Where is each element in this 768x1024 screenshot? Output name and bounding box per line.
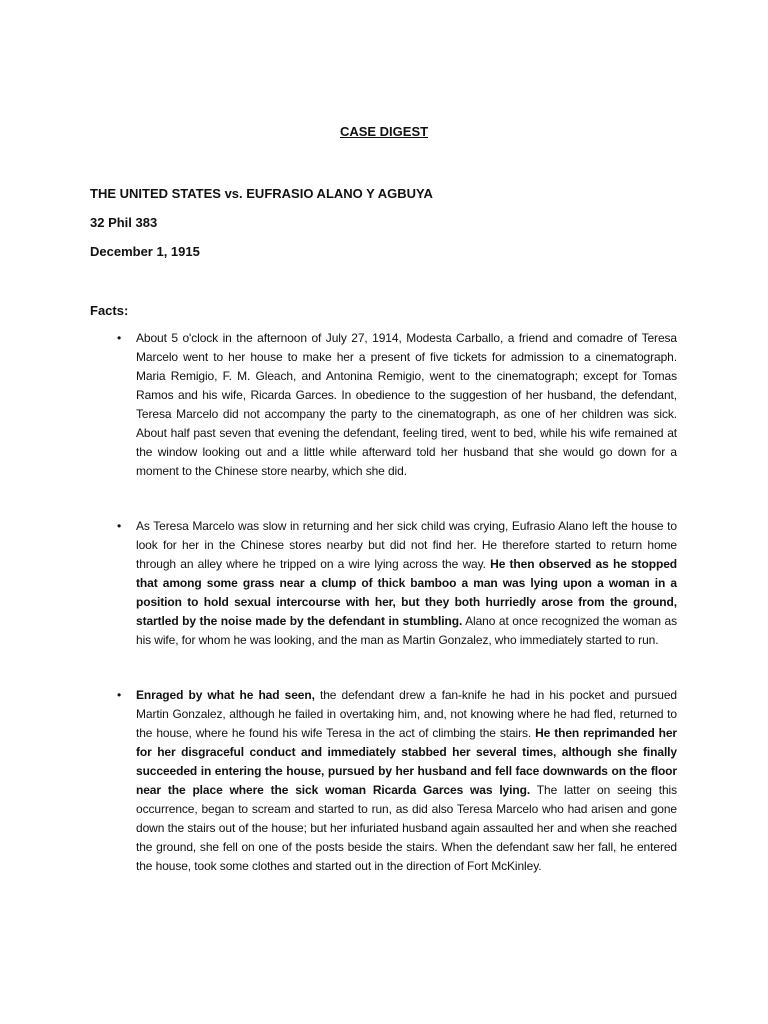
bullet-icon: • <box>117 688 122 702</box>
fact-item <box>117 517 677 650</box>
fact-paragraph <box>136 329 677 481</box>
fact-bold-text: He then reprimanded her for her disgraceful conduct and immediately stabbed her several times, although she finally succeeded in entering the house, pursued by her husband and fell face downwards on the floor near the place where the sick woman Ricarda Garces was lying. <box>136 726 677 797</box>
case-date: December 1, 1915 <box>90 244 200 259</box>
facts-heading: Facts: <box>90 303 129 318</box>
fact-paragraph <box>136 517 677 650</box>
fact-item <box>117 329 677 481</box>
case-name: THE UNITED STATES vs. EUFRASIO ALANO Y AGBUYA <box>90 186 433 201</box>
bullet-icon: • <box>117 519 122 533</box>
fact-text: About 5 o'clock in the afternoon of July 27, 1914, Modesta Carballo, a friend and comadre of Teresa Marcelo went to her house to make her a present of five tickets for admission to a cinematograph. Maria Remigio, F. M. Gleach, and Antonina Remigio, went to the cinematograph; except for Tomas Ramos and his wife, Ricarda Garces. In obedience to the suggestion of her husband, the defendant, Teresa Marcelo did not accompany the party to the cinematograph, as one of her children was sick. About half past seven that evening the defendant, feeling tired, went to bed, while his wife remained at the window looking out and a little while afterward told her husband that she would go down for a moment to the Chinese store nearby, which she did. <box>136 331 677 478</box>
document-title <box>0 123 768 141</box>
fact-text: Alano at once recognized the woman as his wife, for whom he was looking, and the man as Martin Gonzalez, who immediately started to run. <box>136 614 677 647</box>
fact-text: The latter on seeing this occurrence, began to scream and started to run, as did also Teresa Marcelo who had arisen and gone down the stairs out of the house; but her infuriated husband again assaulted her and when she reached the ground, she fell on one of the posts beside the stairs. When the defendant saw her fall, he entered the house, took some clothes and started out in the direction of Fort McKinley. <box>136 783 678 873</box>
fact-item <box>117 686 677 876</box>
fact-text: As Teresa Marcelo was slow in returning and her sick child was crying, Eufrasio Alano left the house to look for her in the Chinese stores nearby but did not find her. He therefore started to return home through an alley where he tripped on a wire lying across the way. <box>136 519 677 571</box>
fact-paragraph <box>136 686 677 876</box>
bullet-icon: • <box>117 331 122 345</box>
title-text: CASE DIGEST <box>339 124 429 139</box>
fact-text: the defendant drew a fan-knife he had in his pocket and pursued Martin Gonzalez, although he failed in overtaking him, and, not knowing where he had fled, returned to the house, where he found his wife Teresa in the act of climbing the stairs. <box>136 688 677 740</box>
fact-bold-text: He then observed as he stopped that among some grass near a clump of thick bamboo a man was lying upon a woman in a position to hold sexual intercourse with her, but they both hurriedly arose from the ground, startled by the noise made by the defendant in stumbling. <box>136 557 677 628</box>
case-citation: 32 Phil 383 <box>90 215 158 230</box>
fact-bold-text: Enraged by what he had seen, <box>136 688 315 702</box>
